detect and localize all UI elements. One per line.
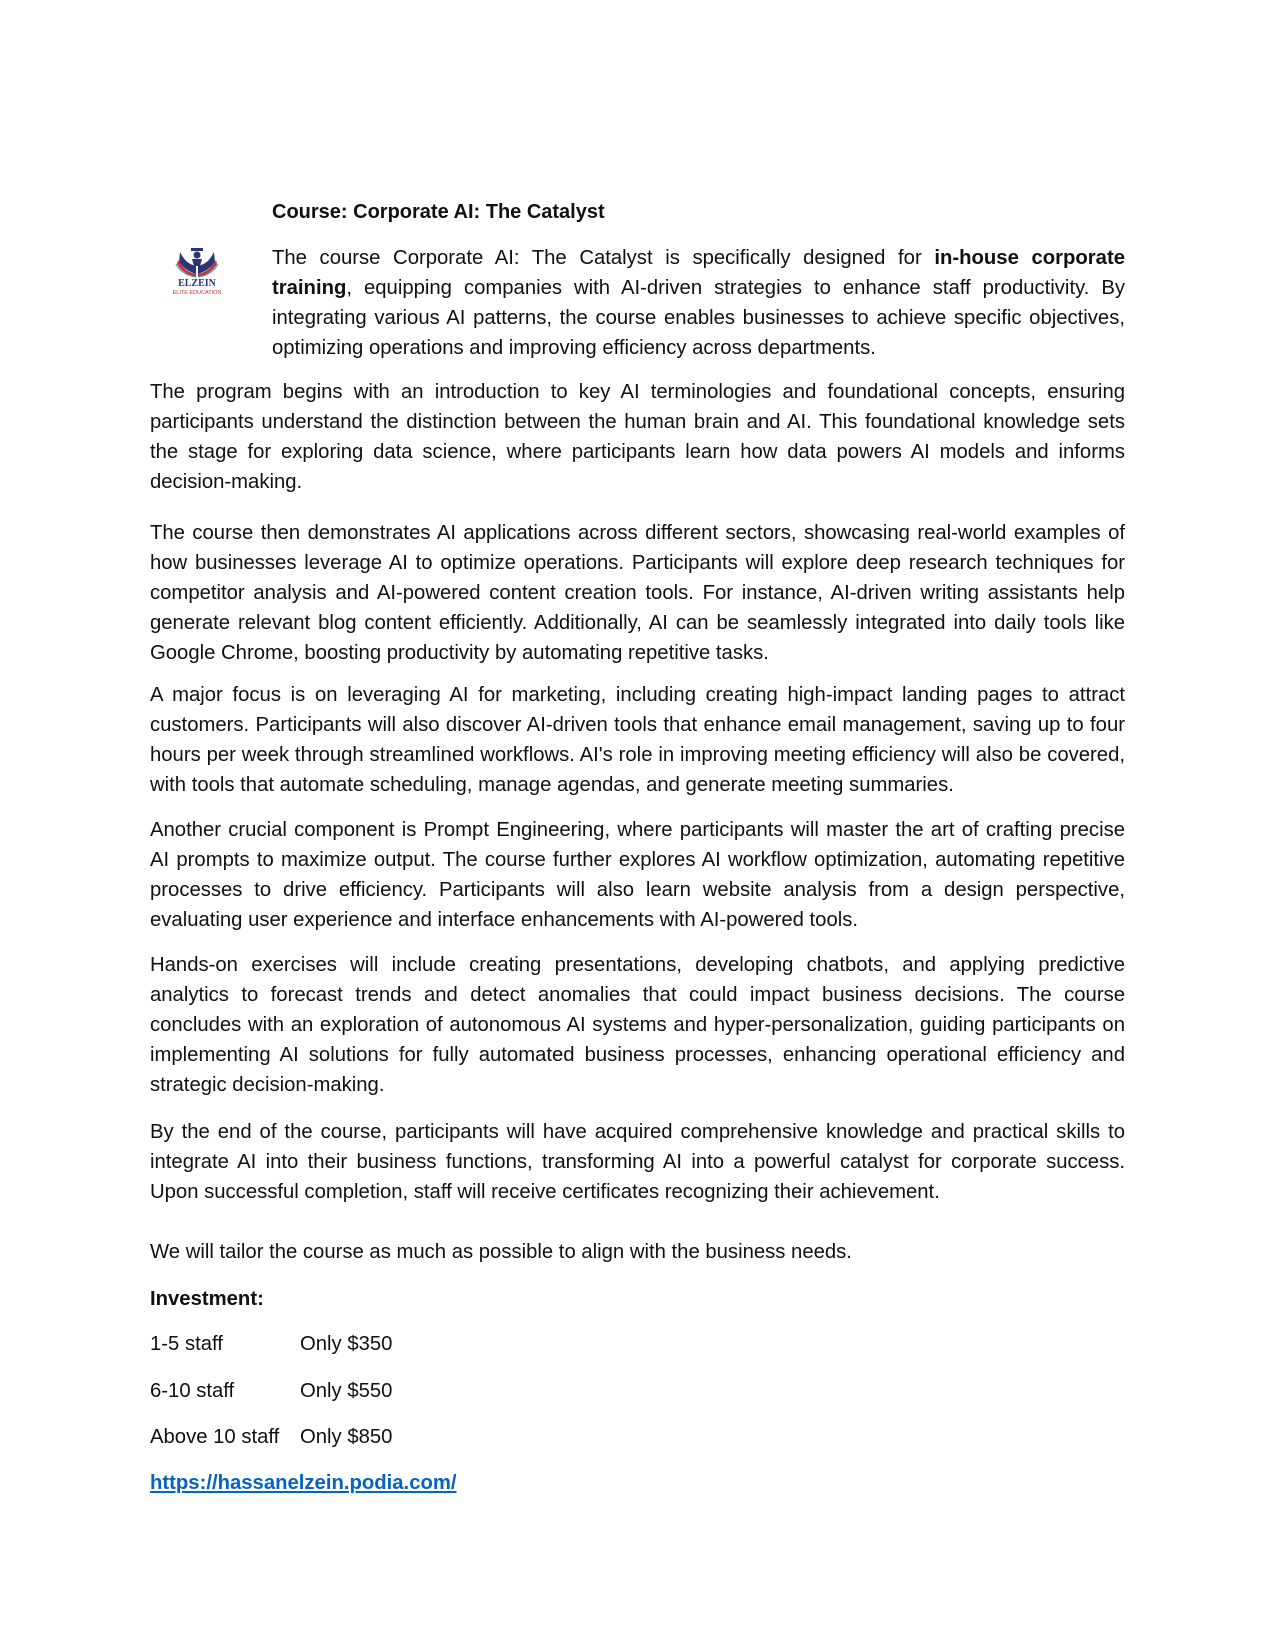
price-tier-staff: 6-10 staff bbox=[150, 1380, 235, 1402]
price-tier-staff: 1-5 staff bbox=[150, 1333, 223, 1355]
paragraph-program-intro: The program begins with an introduction to key AI terminologies and foundational concepts, ensuring participants understand the distinction between the human brain and AI. This foundational knowledge sets the stage for exploring data science, where participants learn how data powers AI models and informs decision-making. bbox=[150, 381, 1125, 493]
elzein-shield-book-logo-icon bbox=[158, 244, 236, 296]
price-tier-staff: Above 10 staff bbox=[150, 1426, 280, 1448]
price-tier-amount: Only $850 bbox=[300, 1426, 393, 1448]
intro-paragraph bbox=[272, 243, 1125, 363]
price-row bbox=[150, 1329, 650, 1359]
course-title: Course: Corporate AI: The Catalyst bbox=[272, 201, 605, 223]
paragraph-applications: The course then demonstrates AI applications across different sectors, showcasing real-world examples of how businesses leverage AI to optimize operations. Participants will explore deep research techniques for competitor analysis and AI-powered content creation tools. For instance, AI-driven writing assistants help generate relevant blog content efficiently. Additionally, AI can be seamlessly integrated into daily tools like Google Chrome, boosting productivity by automating repetitive tasks. bbox=[150, 522, 1125, 664]
price-tier-amount: Only $550 bbox=[300, 1380, 393, 1402]
price-row bbox=[150, 1422, 650, 1452]
svg-text:ELZEIN: ELZEIN bbox=[178, 278, 216, 289]
investment-title: Investment: bbox=[150, 1288, 264, 1310]
intro-text-start: The course Corporate AI: The Catalyst is specifically designed for bbox=[272, 247, 935, 269]
intro-emphasis: in-house corporate training bbox=[272, 247, 1125, 299]
svg-text:ELITE EDUCATION: ELITE EDUCATION bbox=[172, 290, 222, 296]
intro-text-end: , equipping companies with AI-driven strategies to enhance staff productivity. By integrating various AI patterns, the course enables businesses to achieve specific objectives, optimizing operations and improving efficiency across departments. bbox=[272, 277, 1125, 359]
price-row bbox=[150, 1376, 650, 1406]
podia-website-link[interactable]: https://hassanelzein.podia.com/ bbox=[150, 1472, 457, 1494]
paragraph-marketing: A major focus is on leveraging AI for marketing, including creating high-impact landing pages to attract customers. Participants will also discover AI-driven tools that enhance email management, saving up to four hours per week through streamlined workflows. AI's role in improving meeting efficiency will also be covered, with tools that automate scheduling, manage agendas, and generate meeting summaries. bbox=[150, 684, 1125, 796]
paragraph-outcomes: By the end of the course, participants will have acquired comprehensive knowledge and practical skills to integrate AI into their business functions, transforming AI into a powerful catalyst for corporate success. Upon successful completion, staff will receive certificates recognizing their achievement. bbox=[150, 1121, 1125, 1203]
paragraph-hands-on: Hands-on exercises will include creating presentations, developing chatbots, and applying predictive analytics to forecast trends and detect anomalies that could impact business decisions. The course concludes with an exploration of autonomous AI systems and hyper-personalization, guiding participants on implementing AI solutions for fully automated business processes, enhancing operational efficiency and strategic decision-making. bbox=[150, 954, 1125, 1096]
elzein-logo bbox=[158, 244, 236, 296]
paragraph-tailoring: We will tailor the course as much as possible to align with the business needs. bbox=[150, 1241, 852, 1263]
paragraph-prompt-engineering: Another crucial component is Prompt Engineering, where participants will master the art of crafting precise AI prompts to maximize output. The course further explores AI workflow optimization, automating repetitive processes to drive efficiency. Participants will also learn website analysis from a design perspective, evaluating user experience and interface enhancements with AI-powered tools. bbox=[150, 819, 1125, 931]
price-tier-amount: Only $350 bbox=[300, 1333, 393, 1355]
